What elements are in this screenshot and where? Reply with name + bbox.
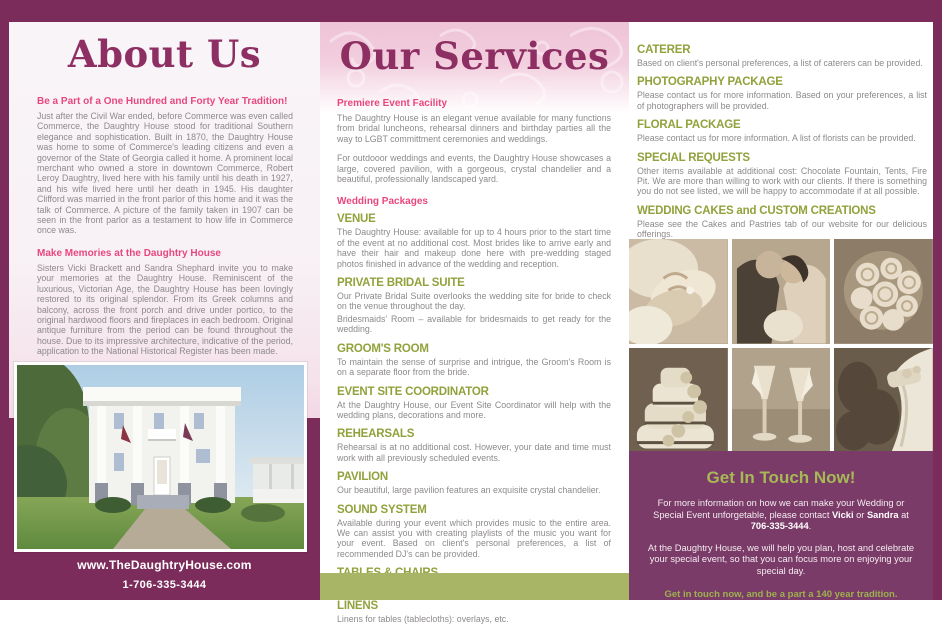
get-in-touch-title: Get In Touch Now! xyxy=(706,468,856,487)
service-private-bridal-suite xyxy=(337,277,611,335)
service-heading: FLORAL PACKAGE xyxy=(637,119,741,132)
phone-number: 1-706-335-3444 xyxy=(122,579,207,591)
service-text: Available during your event which provides music to the entire area. We can assist you with creating playlists of the music you want for your event. Based on client's personal preferences, a list of recommended DJ's can be provided. xyxy=(337,517,611,559)
service-text: Other items available at additional cost: Chocolate Fountain, Tents, Fire Pit. We are more than willing to work with our clients. If there is something you do not see listed, we will be happy to accommodate if at all possible. xyxy=(637,165,927,197)
contact-text: or xyxy=(853,509,867,520)
contact-text: . xyxy=(808,521,812,531)
service-rehearsals xyxy=(337,428,611,463)
service-text: The Daughtry House: available for up to 4 hours prior to the start time of the event at no additional cost. Most brides like to arrive early and have their hair and makeup done here with pre-wedding staged photos finished in advance of the wedding and reception. xyxy=(337,227,611,269)
service-heading: CATERER xyxy=(637,44,691,56)
service-wedding-cakes xyxy=(637,205,927,240)
service-text-2: Bridesmaids' Room – available for bridesmaids to get ready for the wedding. xyxy=(337,313,611,335)
contact-text: For more information on how we can make your Wedding or Special Event unforgetable, please contact xyxy=(653,498,905,520)
contact-paragraph-2: At the Daughtry House, we will help you plan, host and celebrate your special event, so that you can focus more on enjoying your special day. xyxy=(647,542,915,576)
about-panel-links xyxy=(9,558,320,591)
service-sound-system xyxy=(337,504,611,560)
service-text: At the Daughtry House, our Event Site Coordinator will help with the wedding plans, decorations and more. xyxy=(337,399,611,420)
service-event-site-coordinator xyxy=(337,386,611,421)
memories-heading: Make Memories at the Daughtry House xyxy=(37,247,221,259)
extras-panel xyxy=(629,22,933,600)
about-us-title: About Us xyxy=(67,32,262,76)
wedding-photo-grid xyxy=(629,239,933,452)
service-heading: GROOM'S ROOM xyxy=(337,342,429,355)
wedding-cake-photo xyxy=(629,348,728,453)
service-floral-package xyxy=(637,119,927,143)
service-heading: EVENT SITE COORDINATOR xyxy=(337,385,489,398)
service-text: Our Private Bridal Suite overlooks the wedding site for bride to check on the venue throughout the day. xyxy=(337,291,611,312)
champagne-glasses-photo xyxy=(732,348,831,453)
memories-paragraph: Sisters Vicki Brackett and Sandra Shephard invite you to make your memories at the Daughtry House. Reminiscent of the luxurious, Victorian Age, the Daughtry House has been lovingly restored to its original splendor. From its Greek columns and balcony, across the front porch and drive under portico, to the original hardwood floors and fireplaces in each bedroom. Original antique furniture from the period can be found throughout the house. Due to its impressive architecture, indicative of the period, application to the National Historical Register has been made. xyxy=(37,262,293,357)
services-content xyxy=(337,98,611,632)
service-text: Our beautiful, large pavilion features an exquisite crystal chandelier. xyxy=(337,485,601,496)
service-venue xyxy=(337,213,611,269)
service-text: Please contact us for more information. Based on your preferences, a list of photographers will be provided. xyxy=(637,90,927,111)
contact-text: at xyxy=(898,509,909,520)
service-heading: SOUND SYSTEM xyxy=(337,503,427,516)
contact-cta: Get in touch now, and be a part a 140 year tradition. xyxy=(664,589,898,600)
service-heading: PAVILION xyxy=(337,471,389,484)
service-text: To maintain the sense of surprise and intrigue, the Groom's Room is on a separate floor from the bride. xyxy=(337,356,611,378)
get-in-touch-panel xyxy=(629,451,933,600)
bride-hands-rings-photo xyxy=(629,239,728,344)
premiere-heading: Premiere Event Facility xyxy=(337,98,448,109)
couple-kissing-photo xyxy=(732,239,831,344)
service-caterer xyxy=(637,44,927,68)
tradition-heading: Be a Part of a One Hundred and Forty Year Tradition! xyxy=(37,96,288,107)
service-heading: LINENS xyxy=(337,599,378,612)
service-photography-package xyxy=(637,76,927,111)
contact-paragraph-1 xyxy=(643,498,919,533)
service-grooms-room xyxy=(337,343,611,378)
bouquet-and-dress-photo xyxy=(834,348,933,453)
service-heading: SPECIAL REQUESTS xyxy=(637,151,750,164)
service-heading: PHOTOGRAPHY PACKAGE xyxy=(637,76,783,89)
rose-bouquet-photo xyxy=(834,239,933,344)
service-pavilion xyxy=(337,471,611,495)
service-text: Rehearsal is at no additional cost. However, your date and time must work with all previously scheduled events. xyxy=(337,442,611,463)
tradition-paragraph: Just after the Civil War ended, before Commerce was even called Commerce, the Daughtry House stood for traditional Southern elegance and sophistication. Built in 1870, the Daughtry House was home to some of Commerce's leading citizens and even a governor of the State of Georgia called it home. A prominent local merchant who owned a store in downtown Commerce, Robert Leroy Daughtry, lived here with his family until his death in 1927, and his wife lived here until her death in 1945. His daughter Clifford was married in the front parlor of this home and it was the talk of Commerce. A picture of the family taken in 1907 can be seen in the front parlor as a testament to how life in Commerce once was. xyxy=(37,111,293,236)
contact-name-vicki: Vicki xyxy=(831,509,854,520)
website-link[interactable]: www.TheDaughtryHouse.com xyxy=(77,558,252,572)
extras-content xyxy=(637,44,927,248)
top-maroon-bar xyxy=(0,0,942,22)
service-heading: REHEARSALS xyxy=(337,428,415,441)
service-text: Please contact us for more information. A list of florists can be provided. xyxy=(637,133,916,144)
right-maroon-strip xyxy=(933,0,942,600)
service-heading: VENUE xyxy=(337,213,376,226)
service-text: Linens for tables (tablecloths): overlays, etc. xyxy=(337,613,509,624)
our-services-title: Our Services xyxy=(339,34,610,78)
service-special-requests xyxy=(637,152,927,197)
left-maroon-strip xyxy=(0,0,9,600)
contact-phone: 706-335-3444 xyxy=(750,521,809,531)
service-linens xyxy=(337,600,611,624)
contact-name-sandra: Sandra xyxy=(866,509,899,520)
premiere-paragraph-1: The Daughtry House is an elegant venue available for many functions from bridal luncheons, rehearsal dinners and birthday parties all the way to LGBT committment ceremonies and weddings. xyxy=(337,113,611,144)
service-text: Based on client's personal preferences, a list of caterers can be provided. xyxy=(637,58,923,68)
about-us-panel xyxy=(9,22,320,600)
house-illustration xyxy=(17,365,304,549)
premiere-paragraph-2: For outdooor weddings and events, the Daughtry House showcases a large, covered pavilion, with a gorgeous, crystal chandelier and a beautiful, professionally landscaped yard. xyxy=(337,153,611,185)
service-text: Please see the Cakes and Pastries tab of our website for our delicious offerings. xyxy=(637,218,927,240)
daughtry-house-photo xyxy=(14,362,307,552)
service-heading: PRIVATE BRIDAL SUITE xyxy=(337,277,465,290)
our-services-panel xyxy=(320,22,629,624)
wedding-packages-heading: Wedding Packages xyxy=(337,196,428,208)
green-footer-bar xyxy=(320,573,629,600)
service-heading: WEDDING CAKES and CUSTOM CREATIONS xyxy=(637,204,876,217)
